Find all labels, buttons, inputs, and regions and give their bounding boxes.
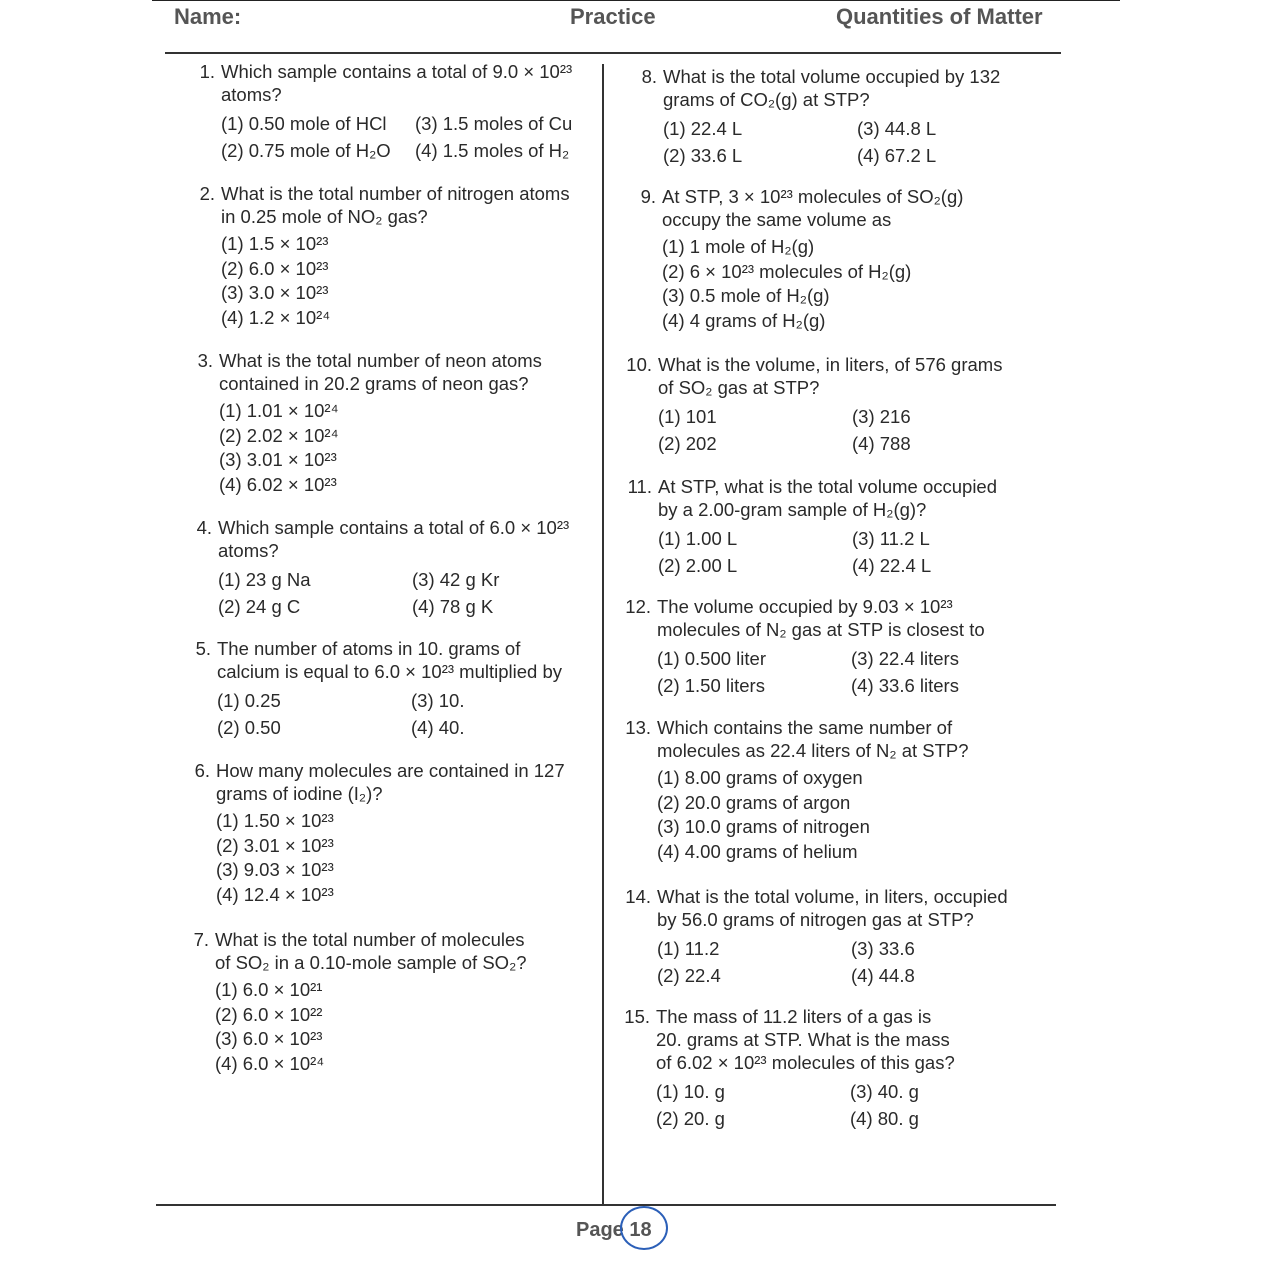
column-divider (602, 64, 604, 1204)
question-stem-line: occupy the same volume as (662, 209, 892, 230)
answer-option[interactable]: (4) 78 g K (412, 596, 494, 617)
question-stem-line: What is the total number of nitrogen atoms (221, 183, 570, 204)
question-stem-line: Which sample contains a total of 6.0 × 10²³ (218, 517, 570, 538)
answer-option[interactable]: (4) 12.4 × 10²³ (216, 883, 334, 905)
answer-option[interactable]: (2) 24 g C (218, 596, 301, 617)
question-stem-line: grams of CO₂(g) at STP? (663, 89, 870, 110)
answer-option[interactable]: (3) 33.6 (851, 938, 915, 959)
question-stem-line: The mass of 11.2 liters of a gas is (656, 1006, 932, 1027)
question-stem-line: molecules as 22.4 liters of N₂ at STP? (657, 740, 969, 761)
answer-option[interactable]: (3) 10. (411, 690, 465, 711)
answer-option[interactable]: (1) 10. g (656, 1081, 725, 1102)
answer-option[interactable]: (4) 788 (852, 433, 911, 454)
question-stem-line: 20. grams at STP. What is the mass (656, 1029, 950, 1050)
answer-option[interactable]: (2) 6.0 × 10²³ (221, 257, 329, 279)
question-15 (621, 1005, 1050, 1132)
answer-option[interactable]: (1) 1.01 × 10²⁴ (219, 400, 339, 421)
footer-divider (156, 1204, 1056, 1206)
question-stem-line: of SO₂ in a 0.10-mole sample of SO₂? (215, 952, 527, 973)
question-stem-line: atoms? (221, 84, 282, 105)
question-stem-line: What is the volume, in liters, of 576 grams (658, 354, 1003, 375)
answer-option[interactable]: (4) 6.0 × 10²⁴ (215, 1052, 325, 1074)
page-number: 18 (629, 1219, 652, 1241)
answer-option[interactable]: (3) 22.4 liters (851, 648, 959, 669)
answer-option[interactable]: (1) 101 (658, 406, 717, 427)
question-stem-line: The volume occupied by 9.03 × 10²³ (657, 596, 953, 617)
question-number: 2. (199, 183, 215, 204)
question-8 (636, 65, 1057, 169)
answer-option[interactable]: (2) 2.00 L (658, 555, 738, 576)
page-number-circle (620, 1206, 668, 1250)
question-number: 7. (193, 929, 209, 950)
answer-option[interactable]: (4) 22.4 L (852, 555, 932, 576)
answer-option[interactable]: (3) 216 (852, 406, 911, 427)
page-label: Page (576, 1219, 624, 1241)
answer-option[interactable]: (1) 1.00 L (658, 528, 738, 549)
question-stem-line: Which sample contains a total of 9.0 × 10²³ (221, 61, 573, 82)
answer-option[interactable]: (2) 20.0 grams of argon (657, 791, 851, 813)
question-number: 1. (199, 61, 215, 82)
name-label: Name: (174, 4, 242, 29)
question-stem-line: calcium is equal to 6.0 × 10²³ multiplied by (217, 661, 562, 682)
answer-option[interactable]: (2) 6.0 × 10²² (215, 1003, 323, 1025)
answer-option[interactable]: (4) 1.2 × 10²⁴ (221, 306, 331, 328)
question-9 (635, 185, 1042, 333)
question-stem-line: of SO₂ gas at STP? (658, 377, 820, 398)
answer-option[interactable]: (1) 1 mole of H₂(g) (662, 236, 815, 257)
center-title: Practice (570, 4, 656, 29)
question-7 (188, 928, 595, 1076)
question-stem-line: What is the total volume occupied by 132 (663, 66, 1001, 87)
answer-option[interactable]: (2) 0.50 (217, 717, 281, 738)
answer-option[interactable]: (2) 202 (658, 433, 717, 454)
question-number: 15. (624, 1006, 650, 1027)
answer-option[interactable]: (4) 6.02 × 10²³ (219, 473, 337, 495)
question-stem-line: What is the total volume, in liters, occupied (657, 886, 1008, 907)
answer-option[interactable]: (2) 6 × 10²³ molecules of H₂(g) (662, 260, 912, 282)
answer-option[interactable]: (1) 23 g Na (218, 569, 311, 590)
answer-option[interactable]: (2) 2.02 × 10²⁴ (219, 424, 339, 446)
answer-option[interactable]: (2) 22.4 (657, 965, 721, 986)
question-stem-line: Which contains the same number of (657, 717, 953, 738)
answer-option[interactable]: (3) 3.0 × 10²³ (221, 282, 329, 303)
answer-option[interactable]: (2) 33.6 L (663, 145, 743, 166)
answer-option[interactable]: (3) 0.5 mole of H₂(g) (662, 285, 830, 306)
header-divider (165, 52, 1061, 54)
question-stem-line: How many molecules are contained in 127 (216, 760, 565, 781)
answer-option[interactable]: (1) 22.4 L (663, 118, 743, 139)
question-stem-line: At STP, what is the total volume occupied (658, 476, 998, 497)
answer-option[interactable]: (3) 10.0 grams of nitrogen (657, 816, 870, 837)
question-number: 9. (640, 186, 656, 207)
answer-option[interactable]: (1) 0.50 mole of HCl (221, 113, 387, 134)
question-number: 4. (196, 517, 212, 538)
answer-option[interactable]: (1) 1.50 × 10²³ (216, 810, 334, 831)
question-number: 8. (641, 66, 657, 87)
question-number: 3. (197, 350, 213, 371)
answer-option[interactable]: (1) 11.2 (657, 938, 720, 959)
answer-option[interactable]: (3) 40. g (850, 1081, 919, 1102)
question-number: 12. (625, 596, 651, 617)
question-stem-line: contained in 20.2 grams of neon gas? (219, 373, 529, 394)
question-stem-line: molecules of N₂ gas at STP is closest to (657, 619, 985, 640)
question-stem-line: of 6.02 × 10²³ molecules of this gas? (656, 1052, 955, 1073)
answer-option[interactable]: (3) 42 g Kr (412, 569, 500, 590)
question-stem-line: atoms? (218, 540, 279, 561)
answer-option[interactable]: (4) 80. g (850, 1108, 919, 1129)
answer-option[interactable]: (3) 9.03 × 10²³ (216, 859, 334, 880)
right-title: Quantities of Matter (836, 4, 1043, 29)
answer-option[interactable]: (3) 6.0 × 10²³ (215, 1028, 323, 1049)
answer-option[interactable]: (2) 0.75 mole of H₂O (221, 140, 391, 161)
question-11 (623, 475, 1052, 579)
question-2 (194, 182, 601, 330)
question-12 (622, 595, 1051, 699)
question-number: 11. (627, 476, 652, 497)
question-14 (622, 885, 1051, 989)
answer-option[interactable]: (2) 3.01 × 10²³ (216, 834, 334, 856)
question-13 (622, 716, 1037, 864)
question-number: 6. (194, 760, 210, 781)
answer-option[interactable]: (1) 0.25 (217, 690, 281, 711)
answer-option[interactable]: (1) 6.0 × 10²¹ (215, 979, 323, 1000)
question-stem-line: The number of atoms in 10. grams of (217, 638, 521, 659)
question-stem-line: by 56.0 grams of nitrogen gas at STP? (657, 909, 974, 930)
question-3 (192, 349, 599, 497)
question-5 (190, 637, 611, 741)
answer-option[interactable]: (4) 67.2 L (857, 145, 937, 166)
question-10 (623, 353, 1052, 457)
question-1 (194, 60, 615, 164)
answer-option[interactable]: (4) 44.8 (851, 965, 915, 986)
answer-option[interactable]: (1) 0.500 liter (657, 648, 766, 669)
question-stem-line: in 0.25 mole of NO₂ gas? (221, 206, 428, 227)
answer-option[interactable]: (4) 4.00 grams of helium (657, 840, 858, 862)
question-4 (191, 516, 612, 620)
question-stem-line: grams of iodine (I₂)? (216, 783, 383, 804)
top-rule (152, 0, 1120, 1)
answer-option[interactable]: (2) 20. g (656, 1108, 725, 1129)
answer-option[interactable]: (4) 40. (411, 717, 465, 738)
question-stem-line: At STP, 3 × 10²³ molecules of SO₂(g) (662, 186, 964, 207)
question-number: 5. (195, 638, 211, 659)
answer-option[interactable]: (2) 1.50 liters (657, 675, 765, 696)
answer-option[interactable]: (3) 44.8 L (857, 118, 937, 139)
question-number: 14. (625, 886, 651, 907)
answer-option[interactable]: (4) 33.6 liters (851, 675, 959, 696)
question-number: 13. (625, 717, 651, 738)
question-stem-line: What is the total number of molecules (215, 929, 525, 950)
answer-option[interactable]: (1) 8.00 grams of oxygen (657, 767, 863, 788)
question-number: 10. (626, 354, 652, 375)
answer-option[interactable]: (3) 1.5 moles of Cu (415, 113, 573, 134)
answer-option[interactable]: (3) 11.2 L (852, 528, 930, 549)
answer-option[interactable]: (4) 4 grams of H₂(g) (662, 309, 826, 331)
answer-option[interactable]: (3) 3.01 × 10²³ (219, 449, 337, 470)
question-stem-line: What is the total number of neon atoms (219, 350, 542, 371)
answer-option[interactable]: (4) 1.5 moles of H₂ (415, 140, 570, 161)
answer-option[interactable]: (1) 1.5 × 10²³ (221, 233, 329, 254)
question-6 (189, 759, 596, 907)
question-stem-line: by a 2.00-gram sample of H₂(g)? (658, 499, 927, 520)
